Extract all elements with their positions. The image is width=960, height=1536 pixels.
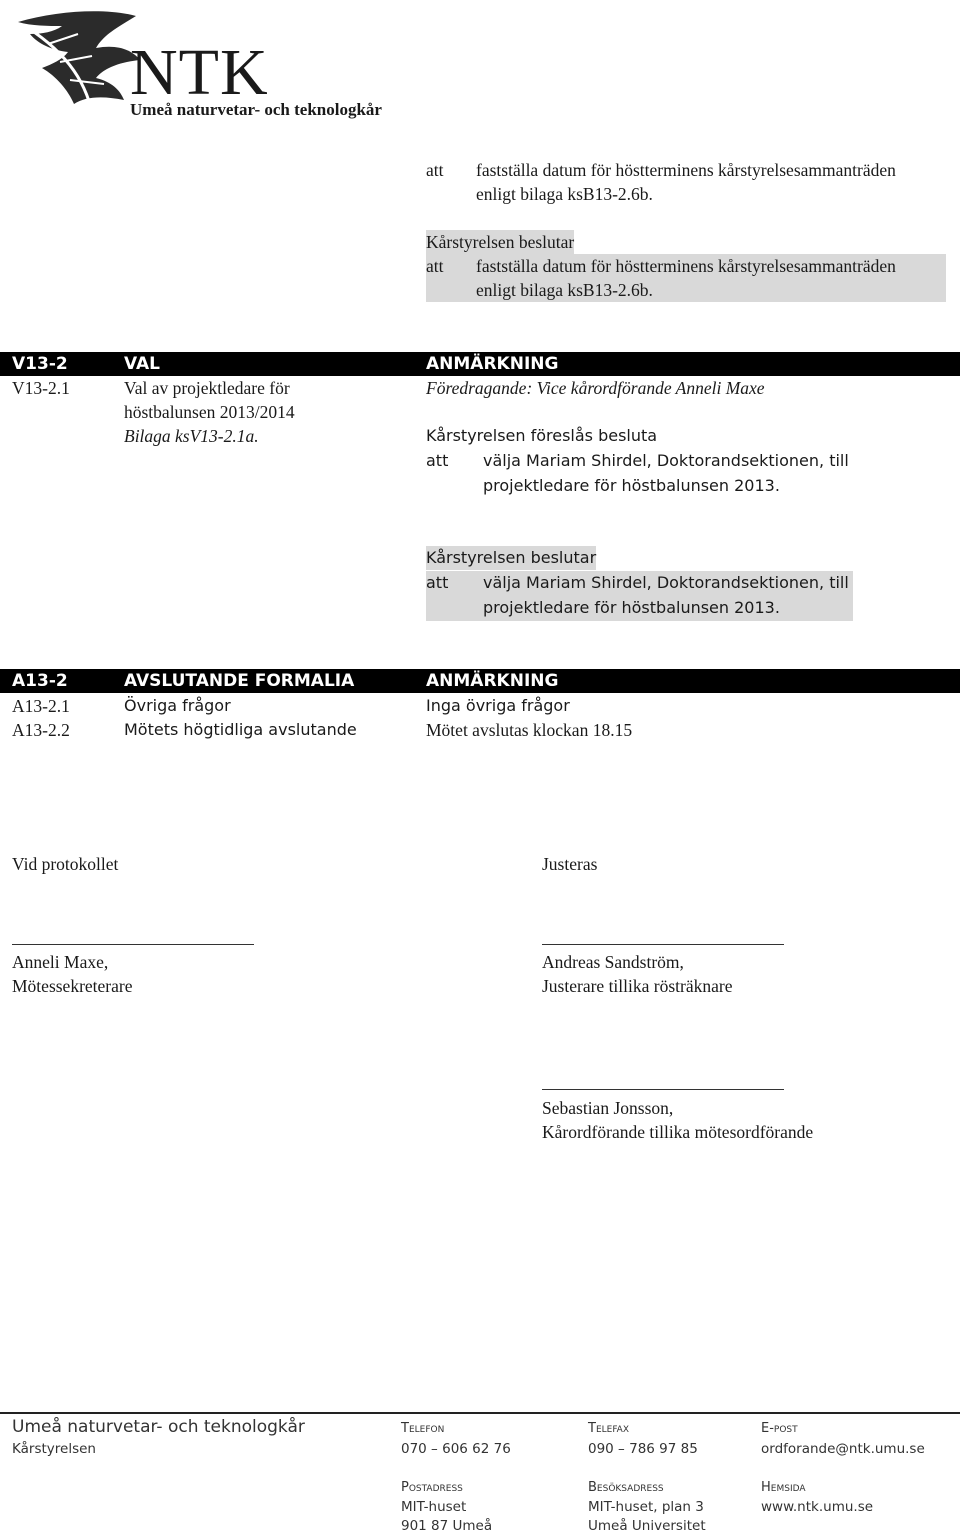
footer-postadress-line-1: MIT-huset [401,1499,467,1515]
signature-right-name: Andreas Sandström, [542,952,684,972]
footer-postadress-line-2: 901 87 Umeå [401,1518,493,1534]
section-code: V13-2 [12,354,68,374]
footer-besoksadress-label: Besöksadress [588,1480,664,1495]
decision-line-1: välja Mariam Shirdel, Doktorandsektionen, till [483,573,849,592]
footer-postadress-label: Postadress [401,1480,463,1495]
item-title-line-1: Val av projektledare för [124,378,290,398]
top-decision-att: att [426,256,444,276]
top-line-1: fastställa datum för höstterminens kårstyrelsesammanträden [476,160,896,180]
footer-besoksadress-line-2: Umeå Universitet [588,1518,706,1534]
decision-line-2: projektledare för höstbalunsen 2013. [483,598,780,617]
item-attachment: Bilaga ksV13-2.1a. [124,426,259,446]
footer-telefon: 070 – 606 62 76 [401,1441,511,1457]
decision-heading: Kårstyrelsen beslutar [426,546,596,570]
footer-telefax-label: Telefax [588,1421,630,1436]
footer-telefon-label: Telefon [401,1421,445,1436]
footer-org: Umeå naturvetar- och teknologkår [12,1417,305,1437]
footer-epost-label: E-post [761,1421,798,1436]
proposal-line-1: välja Mariam Shirdel, Doktorandsektionen, till [483,451,849,470]
signature-left-role: Mötessekreterare [12,976,133,996]
section-bar-closing [0,669,960,693]
section-title: VAL [124,354,160,374]
proposal-heading: Kårstyrelsen föreslås besluta [426,426,658,445]
row-title: Mötets högtidliga avslutande [124,720,357,739]
signature-right-role: Justerare tillika rösträknare [542,976,733,996]
row-code: A13-2.2 [12,720,70,740]
ntk-logo [8,4,382,134]
footer-besoksadress-line-1: MIT-huset, plan 3 [588,1499,704,1515]
footer-hemsida-label: Hemsida [761,1480,806,1495]
section-remark-header: ANMÄRKNING [426,354,559,374]
top-att: att [426,160,444,180]
decision-att: att [426,573,449,592]
logo-title: NTK [130,36,269,109]
signature-bottom-role: Kårordförande tillika mötesordförande [542,1122,814,1142]
row-remark: Mötet avslutas klockan 18.15 [426,720,633,740]
signature-left-name: Anneli Maxe, [12,952,109,972]
row-code: A13-2.1 [12,696,70,716]
footer-rule [0,1412,960,1414]
top-decision-line-2: enligt bilaga ksB13-2.6b. [476,280,653,300]
top-decision-heading: Kårstyrelsen beslutar [426,232,575,252]
section-bar-val [0,352,960,376]
section-remark-header: ANMÄRKNING [426,671,559,691]
signature-line-bottom [542,1089,784,1090]
top-decision-block [426,254,946,302]
footer-telefax: 090 – 786 97 85 [588,1441,698,1457]
section-title: AVSLUTANDE FORMALIA [124,671,355,691]
decision-block [426,571,853,621]
signature-left-heading: Vid protokollet [12,854,119,874]
signature-bottom-name: Sebastian Jonsson, [542,1098,674,1118]
proposal-line-2: projektledare för höstbalunsen 2013. [483,476,780,495]
signature-line-right [542,944,784,945]
row-title: Övriga frågor [124,696,231,715]
row-remark: Inga övriga frågor [426,696,570,715]
footer-epost-link[interactable]: ordforande@ntk.umu.se [761,1441,925,1457]
proposal-att: att [426,451,449,470]
section-code: A13-2 [12,671,68,691]
signature-line-left [12,944,254,945]
presenter: Föredragande: Vice kårordförande Anneli Maxe [426,378,765,398]
footer-dept: Kårstyrelsen [12,1441,96,1457]
signature-right-heading: Justeras [542,854,598,874]
item-title-line-2: höstbalunsen 2013/2014 [124,402,295,422]
footer-hemsida-link[interactable]: www.ntk.umu.se [761,1499,874,1515]
top-line-2: enligt bilaga ksB13-2.6b. [476,184,653,204]
top-decision-line-1: fastställa datum för höstterminens kårstyrelsesammanträden [476,256,896,276]
item-code: V13-2.1 [12,378,70,398]
logo-subtitle: Umeå naturvetar- och teknologkår [130,100,382,119]
